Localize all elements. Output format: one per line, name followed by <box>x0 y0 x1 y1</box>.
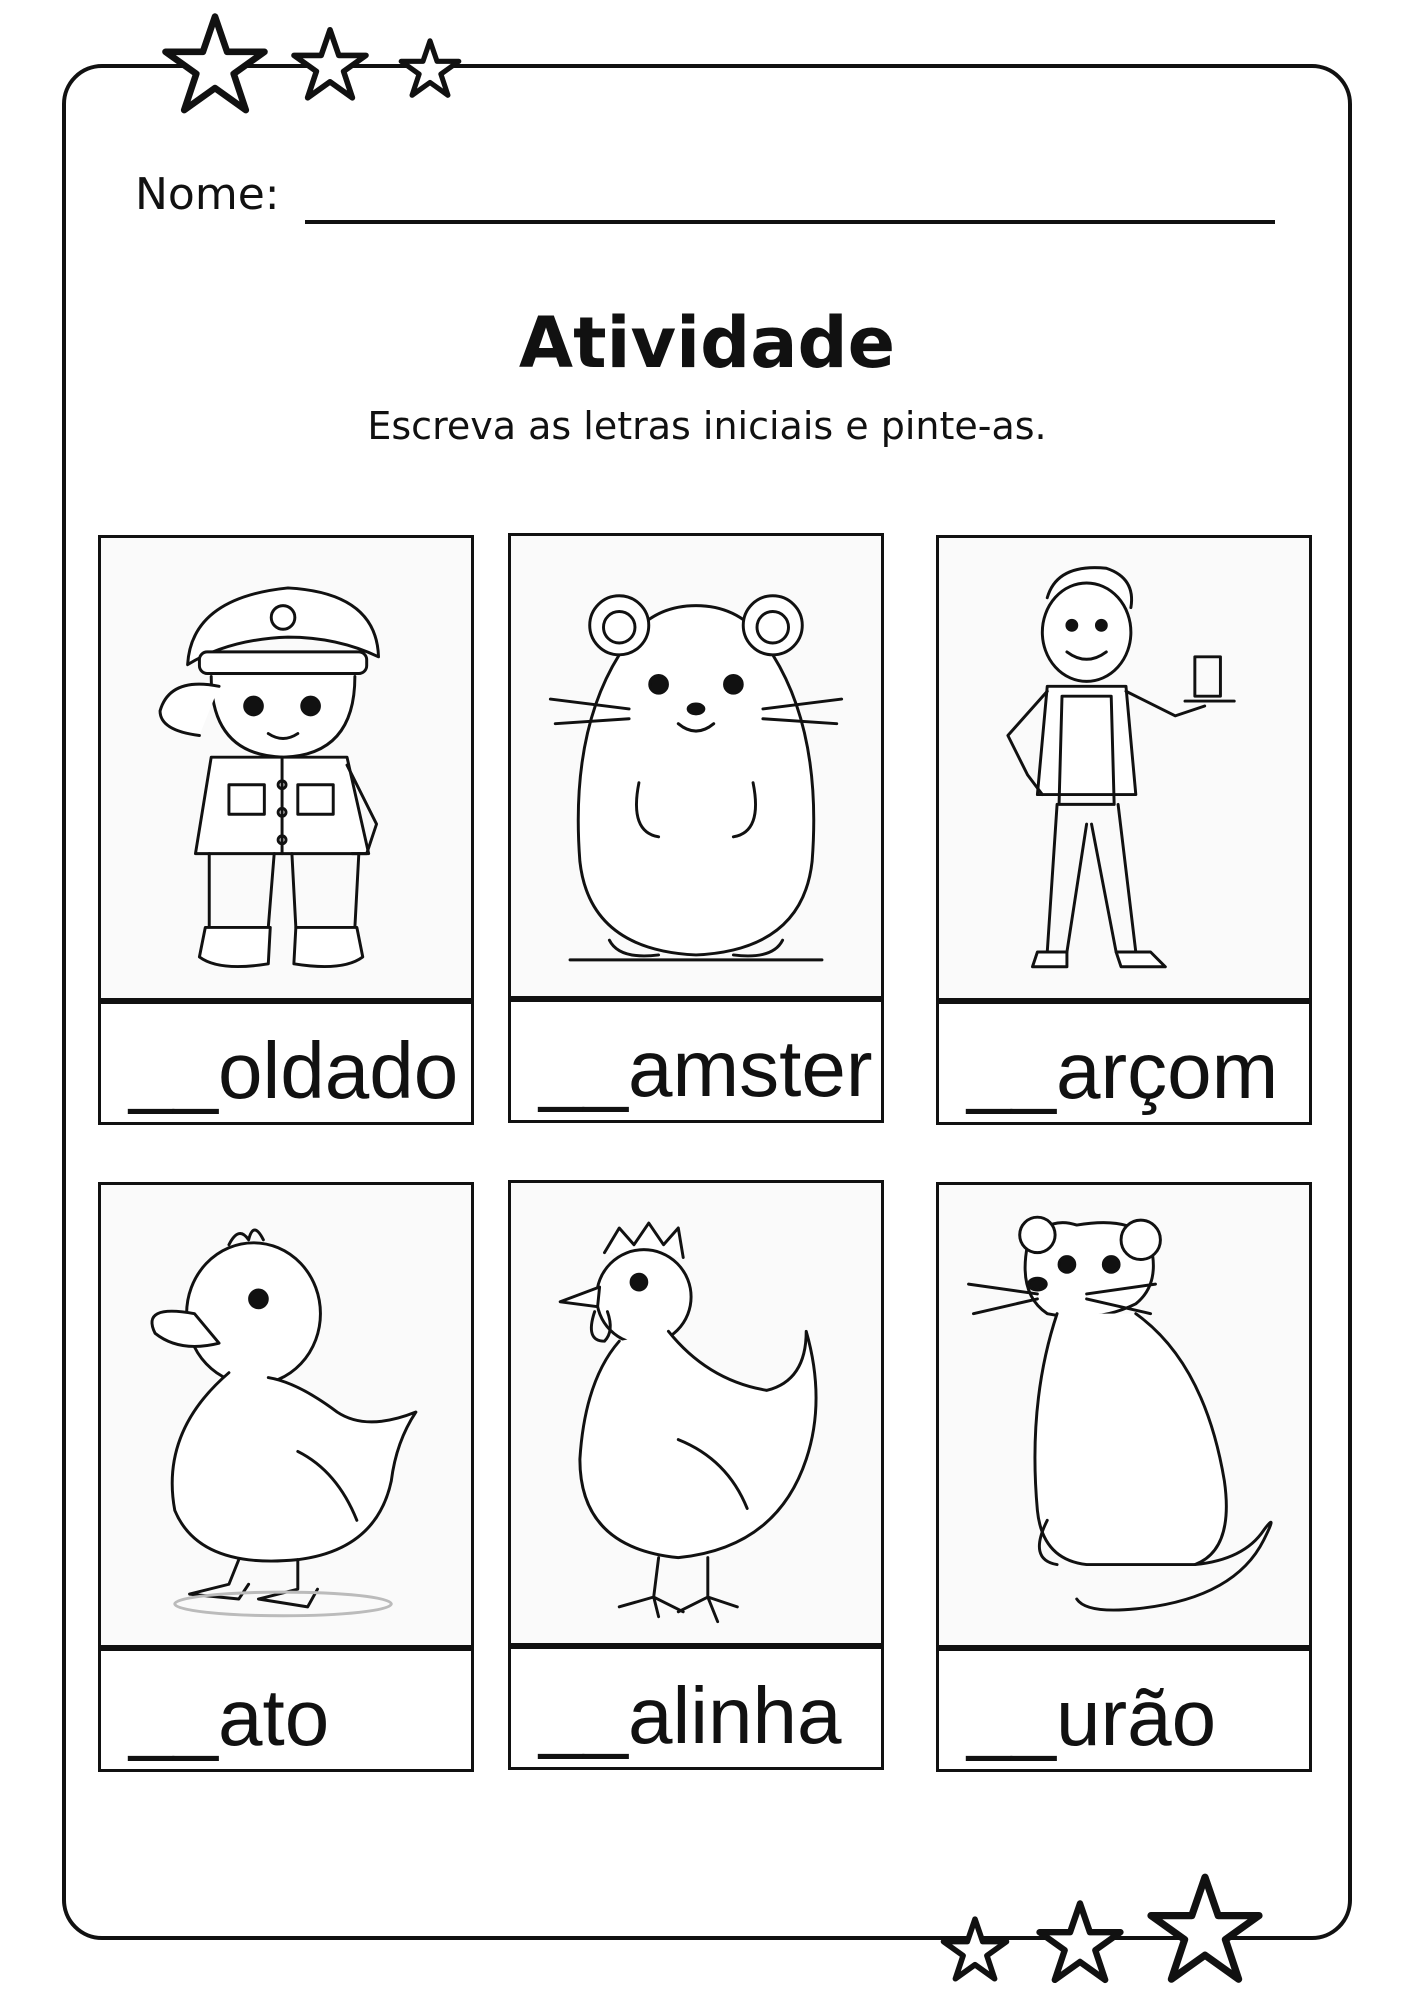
top-stars <box>150 5 480 115</box>
word-box[interactable] <box>936 1648 1312 1772</box>
word-text: __urão <box>967 1673 1217 1762</box>
card-hen <box>508 1180 884 1770</box>
duck-picture <box>98 1182 474 1648</box>
card-soldier <box>98 535 474 1125</box>
ferret-picture <box>936 1182 1312 1648</box>
star-icon <box>1145 1870 1265 1990</box>
card-duck <box>98 1182 474 1772</box>
word-text: __amster <box>539 1024 873 1113</box>
word-box[interactable] <box>508 999 884 1123</box>
name-label: Nome: <box>135 169 280 220</box>
star-icon <box>398 37 462 101</box>
word-text: __alinha <box>539 1671 842 1760</box>
word-text: __oldado <box>129 1026 459 1115</box>
instruction-text: Escreva as letras iniciais e pinte-as. <box>367 404 1047 448</box>
card-hamster <box>508 533 884 1123</box>
star-icon <box>160 10 270 120</box>
page-title: Atividade <box>518 302 896 384</box>
name-write-line[interactable] <box>305 220 1275 224</box>
word-box[interactable] <box>98 1001 474 1125</box>
star-icon <box>940 1915 1010 1985</box>
soldier-picture <box>98 535 474 1001</box>
hen-picture <box>508 1180 884 1646</box>
star-icon <box>1035 1898 1125 1988</box>
word-box[interactable] <box>508 1646 884 1770</box>
word-text: __ato <box>129 1673 330 1762</box>
card-ferret <box>936 1182 1312 1772</box>
word-box[interactable] <box>936 1001 1312 1125</box>
star-icon <box>290 25 370 105</box>
bottom-stars <box>940 1870 1280 1995</box>
word-box[interactable] <box>98 1648 474 1772</box>
word-text: __arçom <box>967 1026 1279 1115</box>
name-row <box>135 165 1275 235</box>
waiter-picture <box>936 535 1312 1001</box>
hamster-picture <box>508 533 884 999</box>
card-waiter <box>936 535 1312 1125</box>
